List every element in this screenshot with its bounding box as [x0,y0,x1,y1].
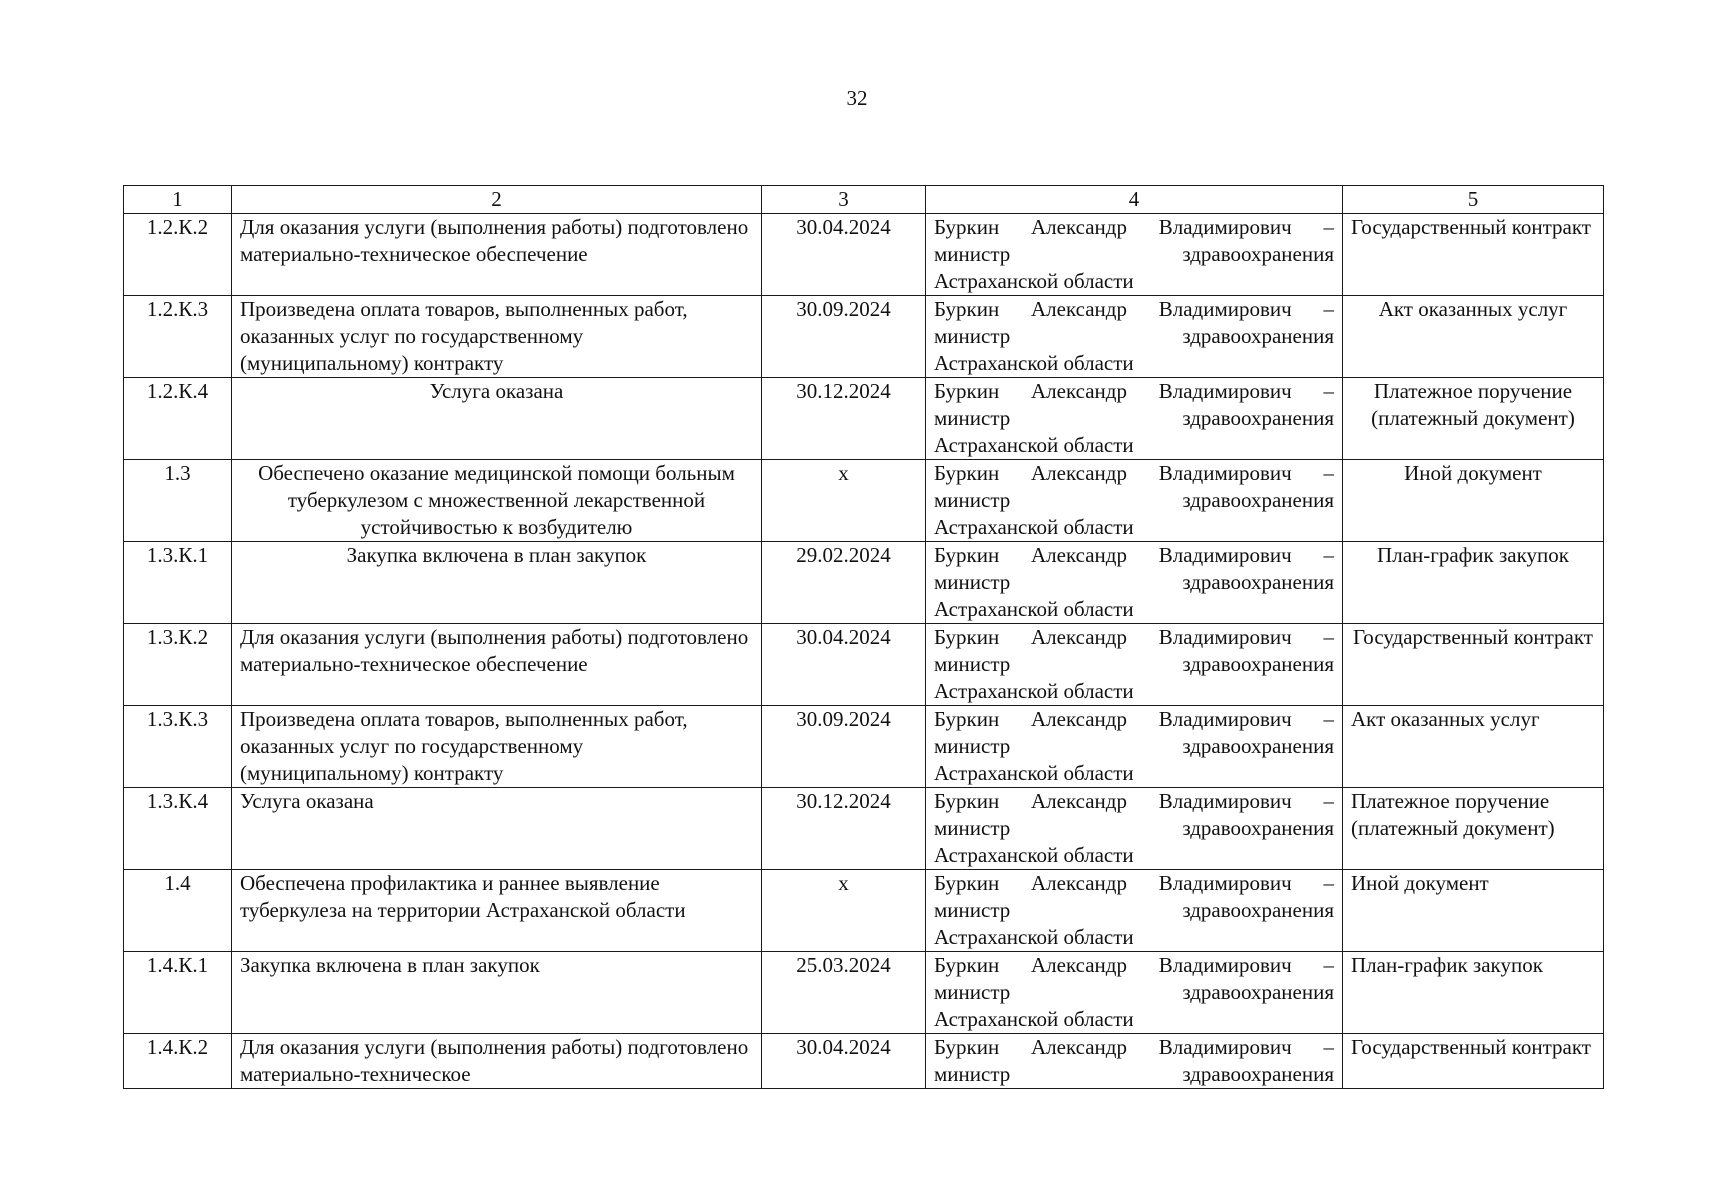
responsible-name: Буркин Александр Владимирович – [934,707,1334,731]
row-description: Произведена оплата товаров, выполненных работ, оказанных услуг по государственному (муниципальному) контракту [232,706,762,788]
responsible-dept: здравоохранения [1182,652,1334,676]
row-responsible [926,624,1343,706]
row-responsible [926,870,1343,952]
header-col-5: 5 [1343,186,1604,214]
responsible-region: Астраханской области [934,351,1134,375]
table-row [124,214,1604,296]
row-date: 30.04.2024 [762,624,926,706]
row-date: 30.12.2024 [762,378,926,460]
row-number: 1.3.К.1 [124,542,232,624]
row-date: 30.04.2024 [762,214,926,296]
responsible-name: Буркин Александр Владимирович – [934,625,1334,649]
row-document: Государственный контракт [1343,1034,1604,1089]
row-responsible [926,214,1343,296]
row-number: 1.2.К.2 [124,214,232,296]
responsible-name: Буркин Александр Владимирович – [934,297,1334,321]
row-document: Иной документ [1343,870,1604,952]
table-row [124,788,1604,870]
responsible-role: министр [934,242,1011,266]
row-description: Для оказания услуги (выполнения работы) подготовлено материально-техническое обеспечение [232,624,762,706]
row-document: Акт оказанных услуг [1343,706,1604,788]
row-responsible [926,1034,1343,1089]
row-description: Обеспечено оказание медицинской помощи больным туберкулезом с множественной лекарственной устойчивостью к возбудителю [232,460,762,542]
row-date: 25.03.2024 [762,952,926,1034]
responsible-dept: здравоохранения [1182,734,1334,758]
page-number: 32 [846,86,868,110]
responsible-role: министр [934,898,1011,922]
row-number: 1.3.К.2 [124,624,232,706]
table-row [124,542,1604,624]
row-description: Обеспечена профилактика и раннее выявление туберкулеза на территории Астраханской области [232,870,762,952]
responsible-region: Астраханской области [934,1007,1134,1031]
row-description: Услуга оказана [232,788,762,870]
responsible-role: министр [934,652,1011,676]
row-number: 1.3 [124,460,232,542]
responsible-name: Буркин Александр Владимирович – [934,953,1334,977]
row-date: 30.09.2024 [762,706,926,788]
table-row [124,706,1604,788]
row-responsible [926,952,1343,1034]
responsible-name: Буркин Александр Владимирович – [934,789,1334,813]
responsible-region: Астраханской области [934,597,1134,621]
row-description: Закупка включена в план закупок [232,542,762,624]
row-responsible [926,706,1343,788]
responsible-region: Астраханской области [934,925,1134,949]
responsible-role: министр [934,570,1011,594]
row-responsible [926,542,1343,624]
responsible-dept: здравоохранения [1182,570,1334,594]
row-description: Для оказания услуги (выполнения работы) подготовлено материально-техническое обеспечение [232,214,762,296]
row-number: 1.2.К.3 [124,296,232,378]
responsible-dept: здравоохранения [1182,898,1334,922]
header-col-3: 3 [762,186,926,214]
row-document: Государственный контракт [1343,624,1604,706]
table-row [124,378,1604,460]
row-document: Платежное поручение (платежный документ) [1343,378,1604,460]
row-description: Закупка включена в план закупок [232,952,762,1034]
responsible-dept: здравоохранения [1182,324,1334,348]
responsible-role: министр [934,1062,1011,1086]
row-date: 30.04.2024 [762,1034,926,1089]
row-responsible [926,378,1343,460]
responsible-region: Астраханской области [934,515,1134,539]
row-description: Произведена оплата товаров, выполненных работ, оказанных услуг по государственному (муниципальному) контракту [232,296,762,378]
row-date: х [762,460,926,542]
row-description: Услуга оказана [232,378,762,460]
responsible-dept: здравоохранения [1182,816,1334,840]
row-number: 1.3.К.3 [124,706,232,788]
responsible-name: Буркин Александр Владимирович – [934,871,1334,895]
responsible-region: Астраханской области [934,433,1134,457]
table-row [124,624,1604,706]
table-row [124,1034,1604,1089]
responsible-region: Астраханской области [934,269,1134,293]
row-document: Иной документ [1343,460,1604,542]
responsible-name: Буркин Александр Владимирович – [934,543,1334,567]
responsible-dept: здравоохранения [1182,406,1334,430]
row-number: 1.3.К.4 [124,788,232,870]
row-number: 1.4.К.2 [124,1034,232,1089]
row-number: 1.2.К.4 [124,378,232,460]
table-row [124,952,1604,1034]
header-row [124,186,1604,214]
header-col-4: 4 [926,186,1343,214]
row-responsible [926,788,1343,870]
row-responsible [926,460,1343,542]
row-number: 1.4.К.1 [124,952,232,1034]
responsible-region: Астраханской области [934,761,1134,785]
responsible-role: министр [934,734,1011,758]
row-document: Государственный контракт [1343,214,1604,296]
responsible-region: Астраханской области [934,679,1134,703]
responsible-role: министр [934,406,1011,430]
row-number: 1.4 [124,870,232,952]
row-document: План-график закупок [1343,542,1604,624]
header-col-1: 1 [124,186,232,214]
control-points-table [123,185,1604,1089]
responsible-dept: здравоохранения [1182,488,1334,512]
row-date: 29.02.2024 [762,542,926,624]
responsible-role: министр [934,980,1011,1004]
row-document: Платежное поручение (платежный документ) [1343,788,1604,870]
row-document: План-график закупок [1343,952,1604,1034]
responsible-dept: здравоохранения [1182,242,1334,266]
row-date: 30.09.2024 [762,296,926,378]
table-row [124,296,1604,378]
responsible-name: Буркин Александр Владимирович – [934,461,1334,485]
row-date: 30.12.2024 [762,788,926,870]
responsible-name: Буркин Александр Владимирович – [934,1035,1334,1059]
row-document: Акт оказанных услуг [1343,296,1604,378]
row-description: Для оказания услуги (выполнения работы) подготовлено материально-техническое [232,1034,762,1089]
row-responsible [926,296,1343,378]
responsible-dept: здравоохранения [1182,980,1334,1004]
responsible-role: министр [934,816,1011,840]
header-col-2: 2 [232,186,762,214]
responsible-name: Буркин Александр Владимирович – [934,215,1334,239]
table-row [124,460,1604,542]
responsible-dept: здравоохранения [1182,1062,1334,1086]
table-row [124,870,1604,952]
responsible-name: Буркин Александр Владимирович – [934,379,1334,403]
responsible-role: министр [934,324,1011,348]
row-date: х [762,870,926,952]
responsible-region: Астраханской области [934,843,1134,867]
responsible-role: министр [934,488,1011,512]
